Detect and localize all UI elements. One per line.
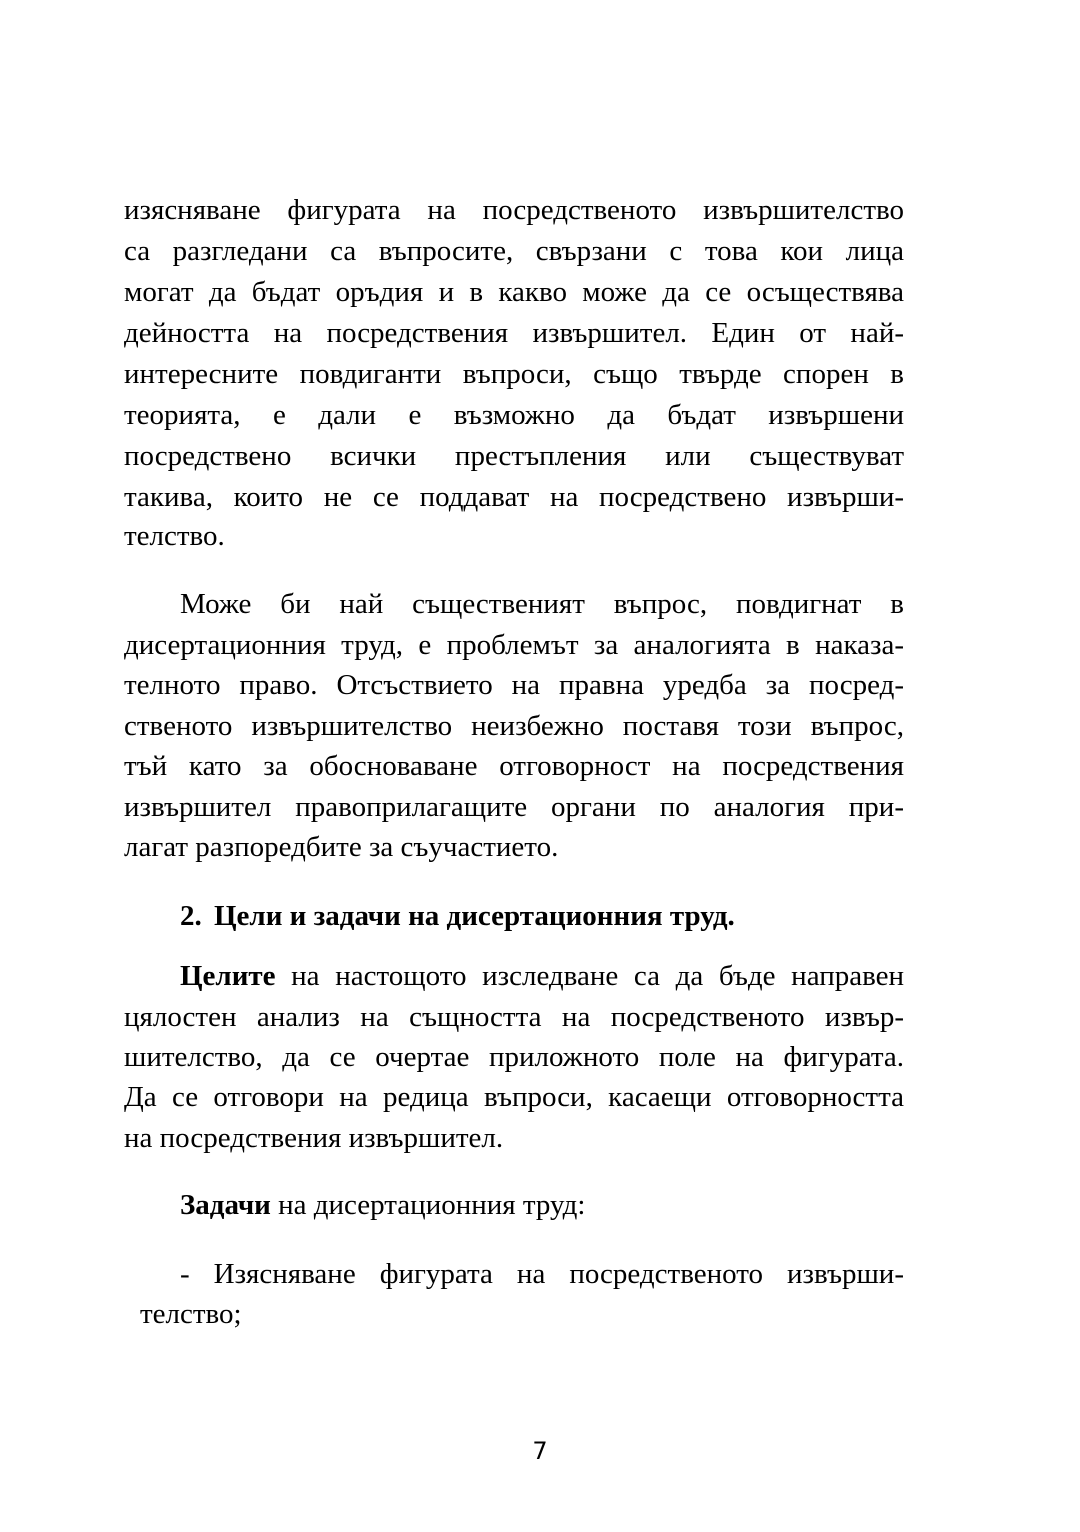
paragraph-1-line-6: теорията, е дали е възможно да бъдат извършени: [124, 399, 904, 431]
paragraph-3-line-3: шителство, да се очертае приложното поле на фигурата.: [124, 1041, 904, 1073]
list-item-1-line-1: - Изясняване фигурата на посредственото извърши-: [180, 1258, 904, 1290]
paragraph-2-line-5: тъй като за обосноваване отговорност на посредствения: [124, 750, 904, 782]
paragraph-1-line-3: могат да бъдат оръдия и в какво може да се осъществява: [124, 276, 904, 308]
paragraph-1-line-2: са разгледани са въпросите, свързани с това кои лица: [124, 235, 904, 267]
tasks-intro-rest: на дисертационния труд:: [270, 1189, 586, 1221]
paragraph-2-line-7: лагат разпоредбите за съучастието.: [124, 831, 559, 863]
paragraph-1-line-1: изясняване фигурата на посредственото извършителство: [124, 194, 904, 226]
section-title: Цели и задачи на дисертационния труд.: [214, 900, 735, 932]
paragraph-1-line-8: такива, които не се поддават на посредствено извърши-: [124, 481, 904, 513]
section-heading: [180, 896, 735, 936]
paragraph-3-line-1: [180, 956, 904, 996]
tasks-intro: [180, 1185, 904, 1225]
goals-bold-label: Целите: [180, 960, 276, 992]
paragraph-1-line-9: телство.: [124, 520, 225, 552]
paragraph-2-line-3: телното право. Отсъствието на правна уредба за посред-: [124, 669, 904, 701]
paragraph-2-line-1: Може би най същественият въпрос, повдигнат в: [180, 588, 904, 620]
paragraph-3-line-5: на посредствения извършител.: [124, 1122, 504, 1154]
paragraph-1-line-5: интересните повдиганти въпроси, също твърде спорен в: [124, 358, 904, 390]
paragraph-3-line-2: цялостен анализ на същността на посредственото извър-: [124, 1001, 904, 1033]
tasks-bold-label: Задачи: [180, 1189, 271, 1221]
paragraph-3-line-1-rest: на настощото изследване са да бъде направен: [275, 960, 904, 992]
paragraph-3-line-4: Да се отговори на редица въпроси, касаещи отговорността: [124, 1081, 904, 1113]
paragraph-2-line-6: извършител правоприлагащите органи по аналогия при-: [124, 791, 904, 823]
paragraph-2-line-2: дисертационния труд, е проблемът за аналогията в наказа-: [124, 629, 904, 661]
paragraph-1-line-4: дейността на посредствения извършител. Един от най-: [124, 317, 904, 349]
list-item-1-line-2: телство;: [140, 1298, 242, 1330]
section-number: 2.: [180, 900, 202, 932]
page-number: 7: [532, 1437, 548, 1465]
paragraph-2-line-4: ственото извършителство неизбежно поставя този въпрос,: [124, 710, 904, 742]
paragraph-1-line-7: посредствено всички престъпления или съществуват: [124, 440, 904, 472]
